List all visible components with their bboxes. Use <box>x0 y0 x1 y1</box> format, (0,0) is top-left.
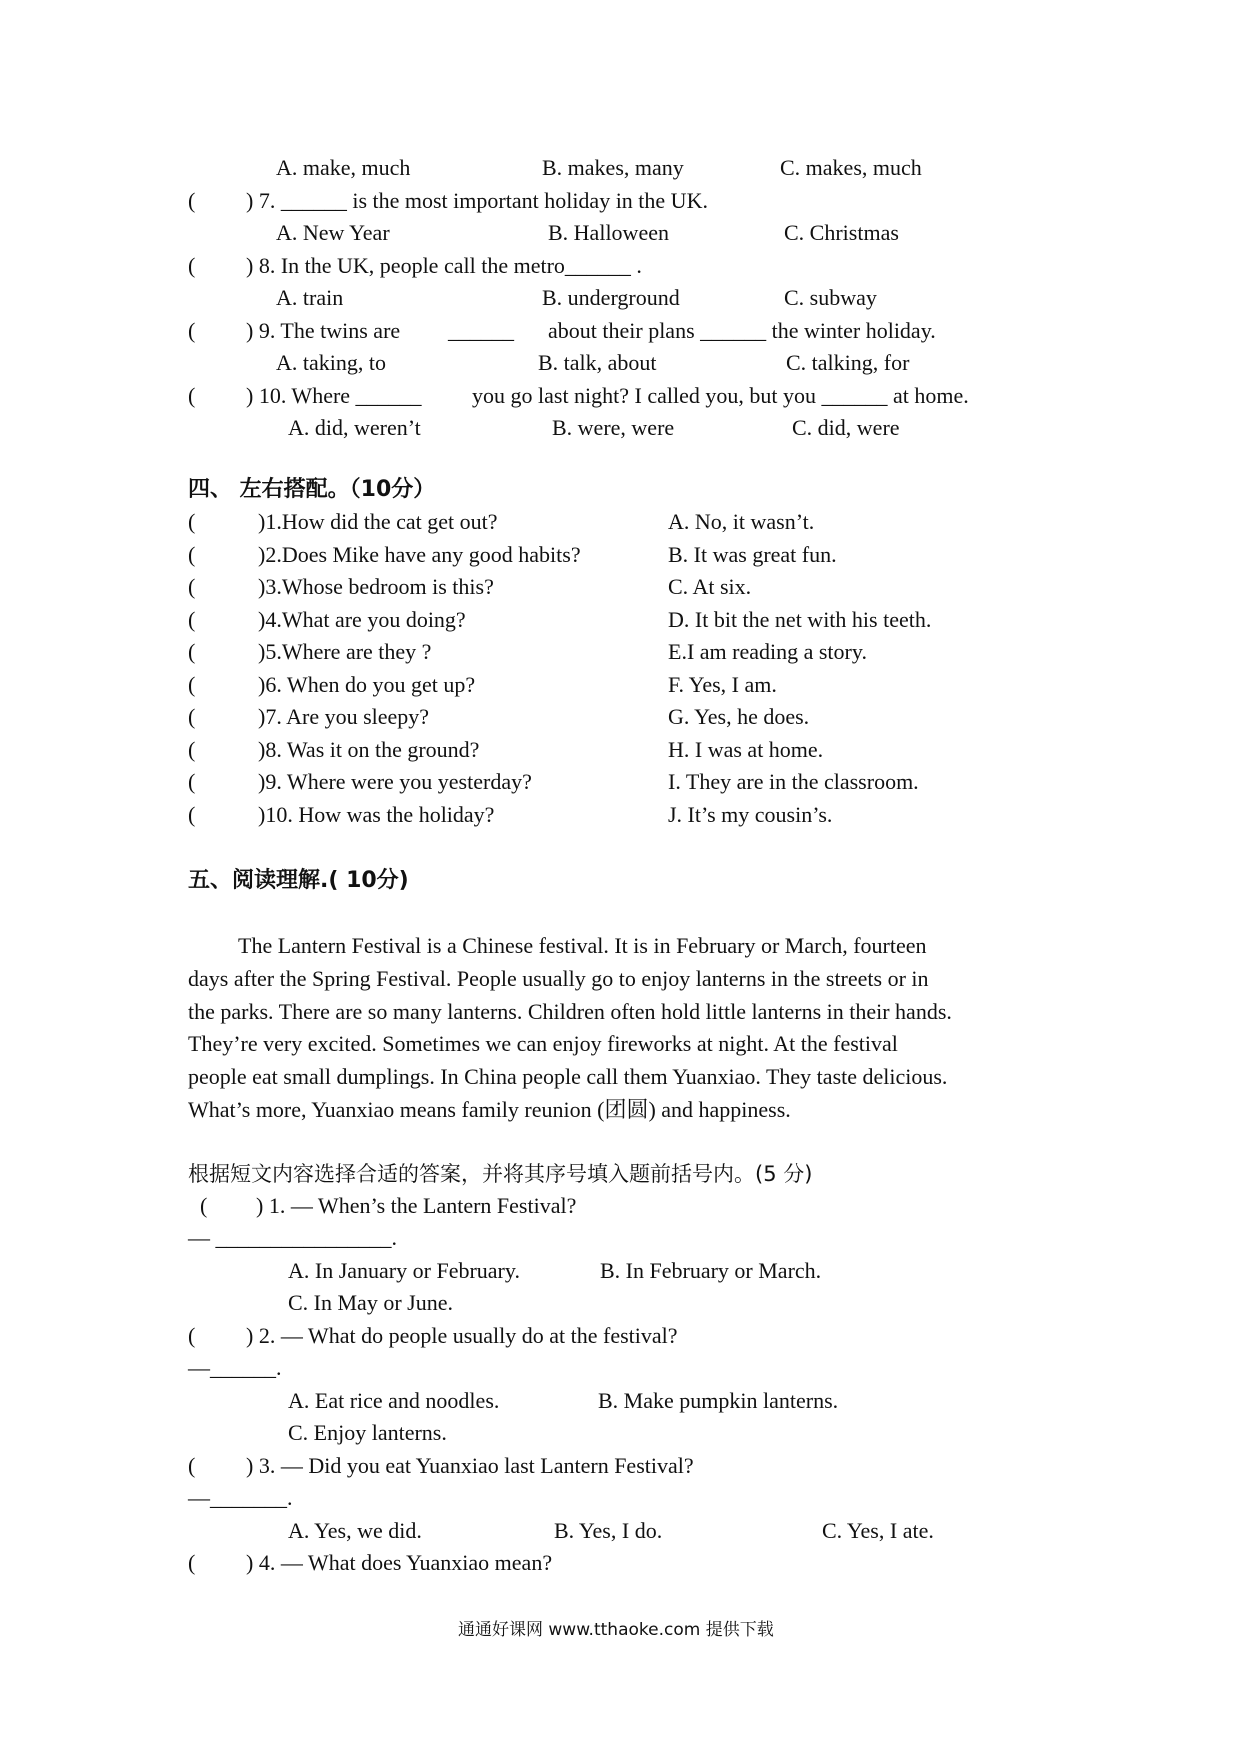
match-question-5: )5.Where are they ? <box>258 639 432 664</box>
passage-line-4: They’re very excited. Sometimes we can enjoy fireworks at night. At the festival <box>188 1031 898 1057</box>
q7-option-a: A. New Year <box>276 220 390 245</box>
q9-blank: ______ <box>448 318 514 343</box>
q9-bracket: ( <box>188 318 196 343</box>
match-answer-c: C. At six. <box>668 574 752 599</box>
match-question-6: )6. When do you get up? <box>258 672 476 697</box>
q10-option-b: B. were, were <box>552 415 675 440</box>
q10-text: ) 10. Where ______ <box>246 383 422 408</box>
reading-q2-option-b: B. Make pumpkin lanterns. <box>598 1388 839 1413</box>
part5-heading: 五、阅读理解.( 10分) <box>188 868 409 893</box>
q6-option-a: A. make, much <box>276 155 411 180</box>
match-answer-e: E.I am reading a story. <box>668 639 867 664</box>
q10-tail: you go last night? I called you, but you ______ at home. <box>472 383 969 408</box>
part4-heading: 四、 左右搭配。（10分） <box>188 477 436 502</box>
q8-bracket: ( <box>188 253 196 278</box>
q10-option-a: A. did, weren’t <box>288 415 421 440</box>
q9-option-b: B. talk, about <box>538 350 657 375</box>
match-question-7: )7. Are you sleepy? <box>258 704 430 729</box>
q10-bracket: ( <box>188 383 196 408</box>
reading-q1-answer-line: — ________________. <box>188 1225 397 1250</box>
match-answer-f: F. Yes, I am. <box>668 672 777 697</box>
q6-option-b: B. makes, many <box>542 155 684 180</box>
match-answer-a: A. No, it wasn’t. <box>668 509 815 534</box>
q8-text: ) 8. In the UK, people call the metro______ . <box>246 253 642 278</box>
reading-q1-text: ) 1. — When’s the Lantern Festival? <box>256 1193 577 1218</box>
match-answer-b: B. It was great fun. <box>668 542 837 567</box>
reading-q2-text: ) 2. — What do people usually do at the festival? <box>246 1323 678 1348</box>
reading-q1-option-a: A. In January or February. <box>288 1258 520 1283</box>
reading-q2-answer-line: —______. <box>188 1355 282 1380</box>
passage-line-3: the parks. There are so many lanterns. Children often hold little lanterns in their hands. <box>188 998 952 1024</box>
passage-line-6: What’s more, Yuanxiao means family reunion (团圆) and happiness. <box>188 1096 791 1122</box>
match-question-4: )4.What are you doing? <box>258 607 466 632</box>
reading-q1-option-c: C. In May or June. <box>288 1290 453 1315</box>
passage-line-1: The Lantern Festival is a Chinese festival. It is in February or March, fourteen <box>238 933 927 958</box>
match-question-8: )8. Was it on the ground? <box>258 737 480 762</box>
reading-instruction: 根据短文内容选择合适的答案，并将其序号填入题前括号内。(5 分) <box>188 1162 813 1186</box>
match-answer-j: J. It’s my cousin’s. <box>668 802 833 827</box>
reading-q3-option-b: B. Yes, I do. <box>554 1518 663 1543</box>
match-answer-h: H. I was at home. <box>668 737 824 762</box>
reading-q2-option-a: A. Eat rice and noodles. <box>288 1388 500 1413</box>
match-question-10: )10. How was the holiday? <box>258 802 495 827</box>
match-question-9: )9. Where were you yesterday? <box>258 769 532 794</box>
q9-text: ) 9. The twins are <box>246 318 401 343</box>
q8-option-a: A. train <box>276 285 344 310</box>
match-question-3: )3.Whose bedroom is this? <box>258 574 494 599</box>
reading-q4-text: ) 4. — What does Yuanxiao mean? <box>246 1550 553 1575</box>
q7-option-c: C. Christmas <box>784 220 899 245</box>
match-question-2: )2.Does Mike have any good habits? <box>258 542 581 567</box>
q7-bracket: ( <box>188 188 196 213</box>
q9-option-c: C. talking, for <box>786 350 910 375</box>
q9-option-a: A. taking, to <box>276 350 386 375</box>
q10-option-c: C. did, were <box>792 415 900 440</box>
reading-q3-answer-line: —_______. <box>188 1485 293 1510</box>
q8-option-b: B. underground <box>542 285 680 310</box>
page-footer: 通通好课网 www.tthaoke.com 提供下载 <box>458 1620 774 1640</box>
passage-line-5: people eat small dumplings. In China people call them Yuanxiao. They taste delicious. <box>188 1064 948 1090</box>
q7-text: ) 7. ______ is the most important holiday in the UK. <box>246 188 708 213</box>
q6-option-c: C. makes, much <box>780 155 922 180</box>
q7-option-b: B. Halloween <box>548 220 669 245</box>
reading-q3-option-c: C. Yes, I ate. <box>822 1518 934 1543</box>
reading-q3-text: ) 3. — Did you eat Yuanxiao last Lantern Festival? <box>246 1453 694 1478</box>
reading-passage <box>188 930 1068 1127</box>
q8-option-c: C. subway <box>784 285 877 310</box>
match-answer-d: D. It bit the net with his teeth. <box>668 607 932 632</box>
q9-tail: about their plans ______ the winter holiday. <box>548 318 936 343</box>
reading-q3-option-a: A. Yes, we did. <box>288 1518 422 1543</box>
match-question-1: )1.How did the cat get out? <box>258 509 498 534</box>
match-answer-g: G. Yes, he does. <box>668 704 810 729</box>
reading-q1-option-b: B. In February or March. <box>600 1258 822 1283</box>
reading-q2-option-c: C. Enjoy lanterns. <box>288 1420 447 1445</box>
match-answer-i: I. They are in the classroom. <box>668 769 919 794</box>
passage-line-2: days after the Spring Festival. People usually go to enjoy lanterns in the streets or in <box>188 965 929 991</box>
